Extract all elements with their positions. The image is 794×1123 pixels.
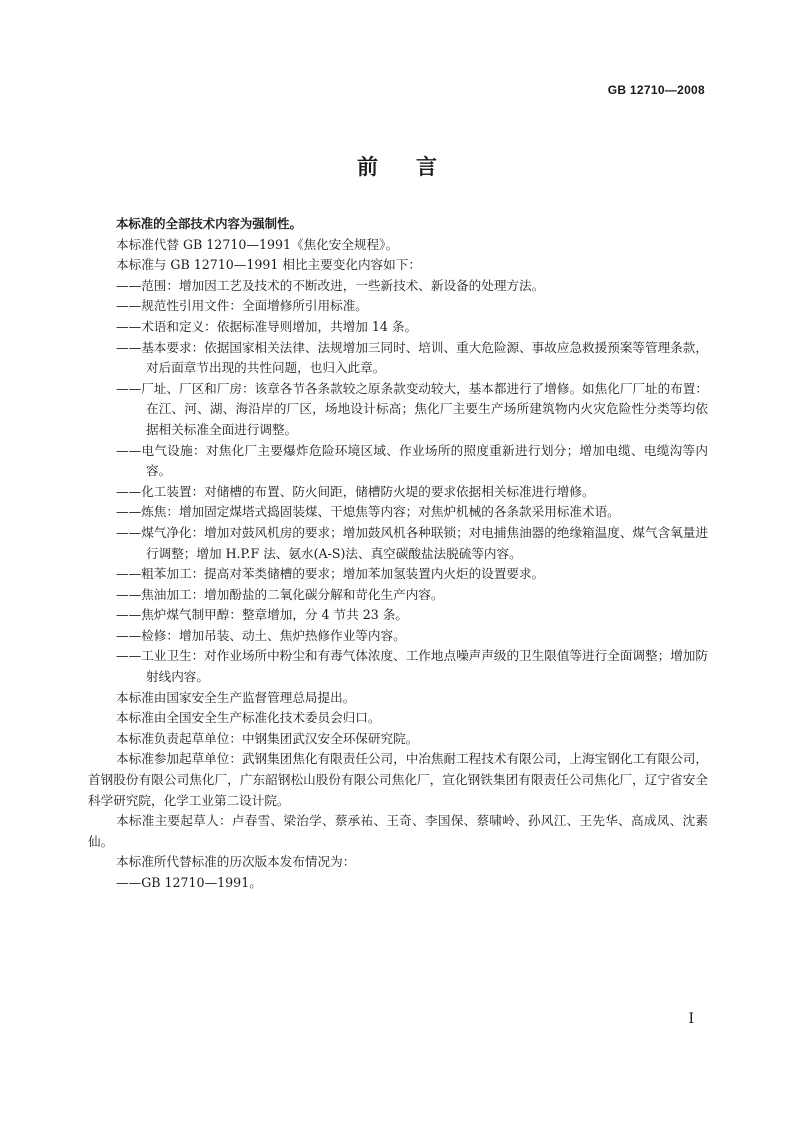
change-item: ——焦油加工：增加酚盐的二氧化碳分解和苛化生产内容。 bbox=[116, 586, 444, 602]
changes-intro: 本标准与 GB 12710—1991 相比主要变化内容如下： bbox=[116, 257, 421, 273]
history-item: ——GB 12710—1991。 bbox=[116, 875, 262, 890]
history-intro: 本标准所代替标准的历次版本发布情况为： bbox=[116, 854, 356, 870]
lead-drafter-statement: 本标准负责起草单位：中钢集团武汉安全环保研究院。 bbox=[116, 730, 419, 746]
change-item: ——术语和定义：依据标准导则增加，共增加 14 条。 bbox=[116, 318, 418, 334]
change-item: ——化工装置：对储槽的布置、防火间距，储槽防火堤的要求依据相关标准进行增修。 bbox=[116, 483, 595, 499]
change-item: ——检修：增加吊装、动土、焦炉热修作业等内容。 bbox=[116, 627, 406, 643]
change-item: ——范围：增加因工艺及技术的不断改进，一些新技术、新设备的处理方法。 bbox=[116, 277, 545, 293]
replaces-statement: 本标准代替 GB 12710—1991《焦化安全规程》。 bbox=[116, 236, 399, 252]
change-item: ——粗苯加工：提高对苯类储槽的要求；增加苯加氢装置内火炬的设置要求。 bbox=[116, 566, 545, 582]
page-title: 前言 bbox=[357, 155, 475, 179]
committee-statement: 本标准由全国安全生产标准化技术委员会归口。 bbox=[116, 710, 381, 726]
change-item: ——厂址、厂区和厂房：该章各节各条款较之原条款变动较大，基本都进行了增修。如焦化厂厂址的布置：在江、河、湖、海沿岸的厂区，场地设计标高；焦化厂主要生产场所建筑物内火灾危险性分类等均依据相关标准全面进行调整。 bbox=[116, 380, 708, 437]
change-item: ——工业卫生：对作业场所中粉尘和有毒气体浓度、工作地点噪声声级的卫生限值等进行全面调整；增加防射线内容。 bbox=[116, 648, 708, 685]
change-item: ——炼焦：增加固定煤塔式捣固装煤、干熄焦等内容；对焦炉机械的各条款采用标准术语。 bbox=[116, 504, 620, 520]
change-item: ——规范性引用文件：全面增修所引用标准。 bbox=[116, 298, 368, 314]
page-number: I bbox=[688, 1011, 694, 1027]
changes-list bbox=[88, 276, 708, 688]
participating-units-statement: 本标准参加起草单位：武钢集团焦化有限责任公司，中冶焦耐工程技术有限公司，上海宝钢化工有限公司，首钢股份有限公司焦化厂，广东韶钢松山股份有限公司焦化厂，宣化钢铁集团有限责任公司焦化厂，辽宁省安全科学研究院，化学工业第二设计院。 bbox=[88, 751, 708, 808]
document-body bbox=[88, 214, 708, 894]
standard-number: GB 12710—2008 bbox=[607, 83, 705, 97]
change-item: ——基本要求：依据国家相关法律、法规增加三同时、培训、重大危险源、事故应急救援预案等管理条款，对后面章节出现的共性问题，也归入此章。 bbox=[116, 339, 708, 376]
proposer-statement: 本标准由国家安全生产监督管理总局提出。 bbox=[116, 689, 356, 705]
mandatory-statement: 本标准的全部技术内容为强制性。 bbox=[116, 216, 302, 231]
change-item: ——焦炉煤气制甲醇：整章增加，分 4 节共 23 条。 bbox=[116, 607, 408, 623]
main-drafters-statement: 本标准主要起草人：卢春雪、梁治学、蔡承祐、王奇、李国保、蔡啸岭、孙风江、王先华、高成凤、沈素仙。 bbox=[88, 813, 708, 849]
change-item: ——煤气净化：增加对鼓风机房的要求；增加鼓风机各种联锁；对电捕焦油器的绝缘箱温度、煤气含氧量进行调整；增加 H.P.F 法、氨水(A-S)法、真空碳酸盐法脱硫等内容。 bbox=[116, 524, 708, 561]
change-item: ——电气设施：对焦化厂主要爆炸危险环境区域、作业场所的照度重新进行划分；增加电缆、电缆沟等内容。 bbox=[116, 442, 708, 479]
